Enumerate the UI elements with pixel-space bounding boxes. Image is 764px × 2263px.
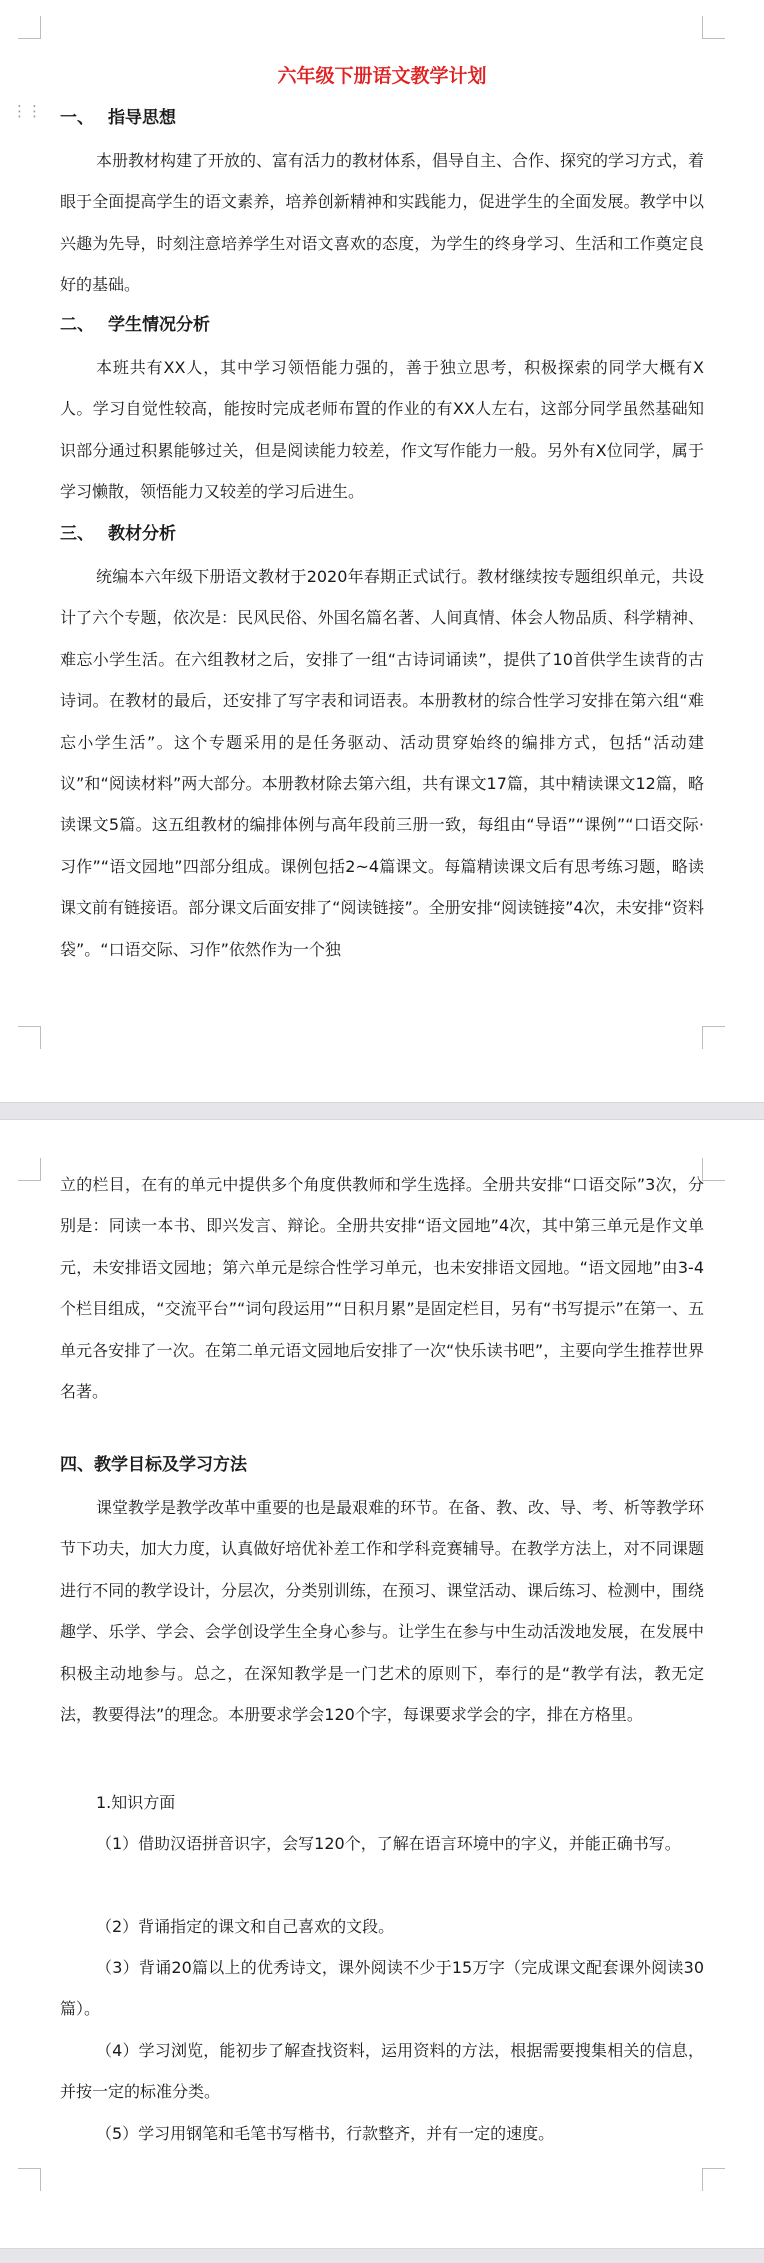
page-corner-mark <box>18 16 41 39</box>
document-page-1 <box>0 0 764 1102</box>
page-corner-mark <box>702 1158 725 1181</box>
page-corner-mark <box>702 16 725 39</box>
section-number: 一、 <box>60 108 94 128</box>
section-heading-text: 指导思想 <box>108 108 176 128</box>
list-item: （2）背诵指定的课文和自己喜欢的文段。 <box>96 1917 395 1936</box>
subheading-knowledge: 1.知识方面 <box>96 1793 176 1812</box>
page-corner-mark <box>18 2168 41 2191</box>
section-heading-guiding-thought <box>60 104 176 132</box>
section-heading-text: 学生情况分析 <box>108 315 210 335</box>
section-paragraph: 统编本六年级下册语文教材于2020年春期正式试行。教材继续按专题组织单元，共设计了六个专题，依次是：民风民俗、外国名篇名著、人间真情、体会人物品质、科学精神、难忘小学生活。在六组教材之后，安排了一组“古诗词诵读”，提供了10首供学生读背的古诗词。在教材的最后，还安排了写字表和词语表。本册教材的综合性学习安排在第六组“难忘小学生活”。这个专题采用的是任务驱动、活动贯穿始终的编排方式，包括“活动建议”和“阅读材料”两大部分。本册教材除去第六组，共有课文17篇，其中精读课文12篇，略读课文5篇。这五组教材的编排体例与高年段前三册一致，每组由“导语”“课例”“口语交际·习作”“语文园地”四部分组成。课例包括2~4篇课文。每篇精读课文后有思考练习题，略读课文前有链接语。部分课文后面安排了“阅读链接”。全册安排“阅读链接”4次，未安排“资料袋”。“口语交际、习作”依然作为一个独 <box>60 567 704 959</box>
page-corner-mark <box>18 1026 41 1049</box>
list-item: （3）背诵20篇以上的优秀诗文，课外阅读不少于15万字（完成课文配套课外阅读30篇）。 <box>60 1958 704 2019</box>
page-corner-mark <box>702 2168 725 2191</box>
section-paragraph: 本班共有XX人，其中学习领悟能力强的，善于独立思考，积极探索的同学大概有X人。学习自觉性较高，能按时完成老师布置的作业的有XX人左右，这部分同学虽然基础知识部分通过积累能够过关，但是阅读能力较差，作文写作能力一般。另外有X位同学，属于学习懒散，领悟能力又较差的学习后进生。 <box>60 358 704 502</box>
document-page-2 <box>0 1120 764 2248</box>
list-item: （4）学习浏览，能初步了解查找资料，运用资料的方法，根据需要搜集相关的信息，并按一定的标准分类。 <box>60 2041 704 2102</box>
page-corner-mark <box>702 1026 725 1049</box>
page-separator <box>0 2248 764 2263</box>
section-paragraph: 本册教材构建了开放的、富有活力的教材体系，倡导自主、合作、探究的学习方式，着眼于全面提高学生的语文素养，培养创新精神和实践能力，促进学生的全面发展。教学中以兴趣为先导，时刻注意培养学生对语文喜欢的态度，为学生的终身学习、生活和工作奠定良好的基础。 <box>60 151 705 295</box>
section-paragraph-continued: 立的栏目，在有的单元中提供多个角度供教师和学生选择。全册共安排“口语交际”3次，分别是：同读一本书、即兴发言、辩论。全册共安排“语文园地”4次，其中第三单元是作文单元，未安排语文园地；第六单元是综合性学习单元，也未安排语文园地。“语文园地”由3-4个栏目组成，“交流平台”“词句段运用”“日积月累”是固定栏目，另有“书写提示”在第一、五单元各安排了一次。在第二单元语文园地后安排了一次“快乐读书吧”，主要向学生推荐世界名著。 <box>60 1175 704 1402</box>
drag-handle-icon[interactable]: ⋮⋮ <box>12 102 42 120</box>
list-item: （5）学习用钢笔和毛笔书写楷书，行款整齐，并有一定的速度。 <box>96 2124 555 2143</box>
section-number: 二、 <box>60 315 94 335</box>
list-item: （1）借助汉语拼音识字，会写120个，了解在语言环境中的字义，并能正确书写。 <box>96 1834 681 1853</box>
section-number: 三、 <box>60 524 94 544</box>
section-heading-student-analysis <box>60 311 210 339</box>
document-title: 六年级下册语文教学计划 <box>277 65 487 87</box>
section-heading-textbook-analysis <box>60 520 176 548</box>
section-heading-text: 教材分析 <box>108 524 176 544</box>
section-paragraph: 课堂教学是教学改革中重要的也是最艰难的环节。在备、教、改、导、考、析等教学环节下功夫，加大力度，认真做好培优补差工作和学科竞赛辅导。在教学方法上，对不同课题进行不同的教学设计，分层次，分类别训练，在预习、课堂活动、课后练习、检测中，围绕趣学、乐学、学会、会学创设学生全身心参与。让学生在参与中生动活泼地发展，在发展中积极主动地参与。总之，在深知教学是一门艺术的原则下，奉行的是“教学有法，教无定法，教要得法”的理念。本册要求学会120个字，每课要求学会的字，排在方格里。 <box>60 1498 705 1725</box>
page-corner-mark <box>18 1158 41 1181</box>
page-separator <box>0 1102 764 1120</box>
section-heading-teaching-goals: 四、教学目标及学习方法 <box>60 1455 247 1475</box>
